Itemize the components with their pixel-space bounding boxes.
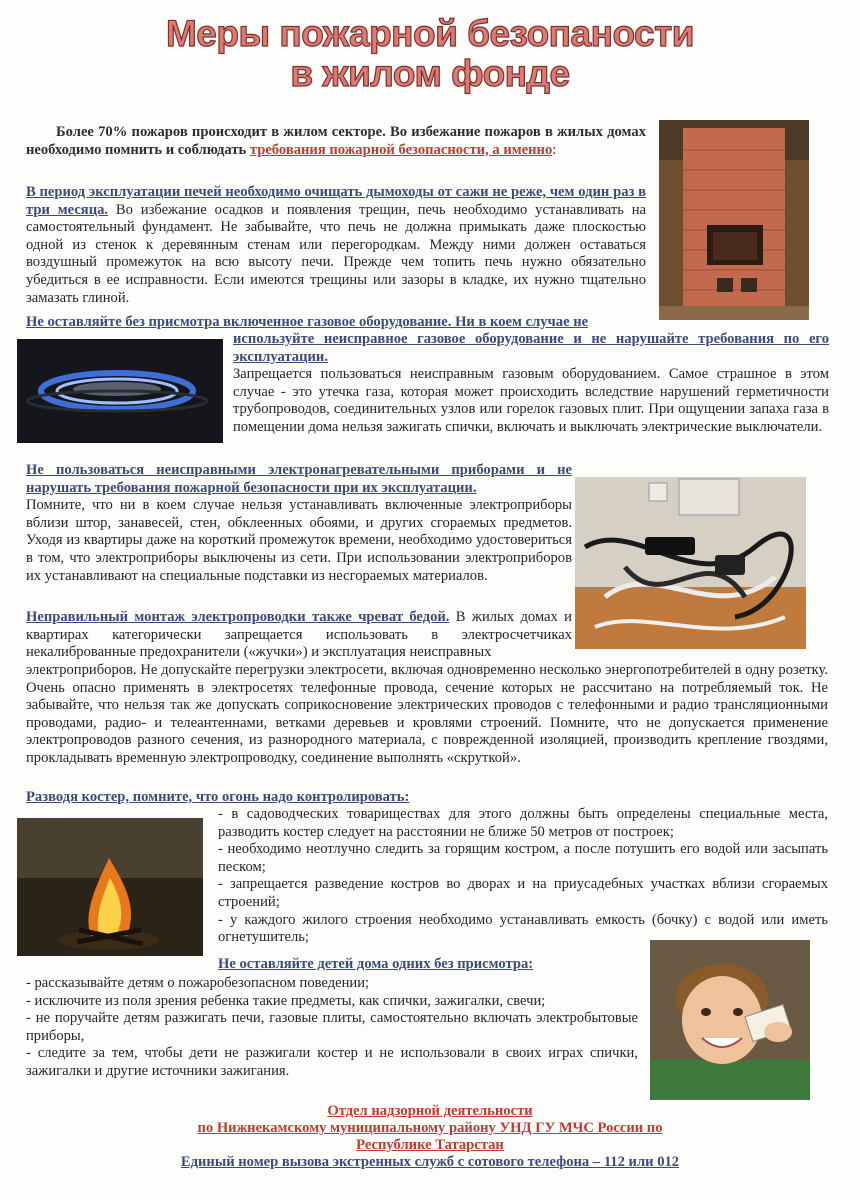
- child-image: [650, 940, 810, 1100]
- campfire-heading-line: [26, 789, 646, 807]
- electro-heading: Не пользоваться неисправными электронагревательными приборами и не нарушать требования пожарной безопасности при их эксплуатации.: [26, 462, 572, 496]
- wiring-section-top: [26, 609, 572, 662]
- children-list: [26, 975, 638, 1081]
- children-heading-line: [218, 956, 638, 974]
- intro-text: Более 70% пожаров происходит в жилом секторе. Во избежание пожаров в жилых домах необходимо помнить и соблюдать: [26, 124, 646, 158]
- campfire-list: [218, 806, 828, 947]
- campfire-photo: [17, 818, 203, 956]
- brick-stove-photo: [659, 120, 809, 320]
- electric-wires-image: [575, 477, 806, 649]
- gas-burner-image: [17, 339, 223, 443]
- intro-paragraph: [26, 124, 646, 159]
- stoves-heading: В период эксплуатации печей необходимо очищать дымоходы от сажи не реже, чем один раз в три месяца.: [26, 184, 646, 218]
- campfire-heading: Разводя костер, помните, что огонь надо контролировать:: [26, 789, 410, 805]
- footer-department: Отдел надзорной деятельности: [327, 1103, 533, 1119]
- campfire-image: [17, 818, 203, 956]
- stoves-section: [26, 184, 646, 307]
- list-item: - следите за тем, чтобы дети не разжигали костер и не использовали в своих играх спички, зажигалки и другие источники зажигания.: [26, 1045, 638, 1079]
- electro-section: [26, 462, 572, 585]
- requirements-link[interactable]: требования пожарной безопасности, а именно: [249, 141, 553, 158]
- gas-burner-photo: [17, 339, 223, 443]
- gas-section: [233, 331, 829, 437]
- footer: [0, 1103, 860, 1171]
- list-item: - у каждого жилого строения необходимо устанавливать емкость (бочку) с водой или иметь огнетушитель;: [218, 911, 828, 946]
- list-item: - в садоводческих товариществах для этого должны быть определены специальные места, разводить костер следует на расстоянии не ближе 50 метров от построек;: [218, 806, 828, 840]
- list-item: - необходимо неотлучно следить за горящим костром, а после потушить его водой или засыпать песком;: [218, 841, 828, 875]
- list-item: - запрещается разведение костров во дворах и на приусадебных участках вблизи сгораемых строений;: [218, 876, 828, 910]
- footer-emergency-number: Единый номер вызова экстренных служб с сотового телефона – 112 или 012: [180, 1154, 680, 1170]
- footer-district: по Нижнекамскому муниципальному району УНД ГУ МЧС России по: [197, 1120, 663, 1136]
- list-item: - рассказывайте детям о пожаробезопасном поведении;: [26, 975, 370, 991]
- electro-body: Помните, что ни в коем случае нельзя устанавливать включенные электроприборы вблизи штор, занавесей, стен, обклеенных обоями, и других сгораемых предметов. Уходя из квартиры даже на короткий промежуток времени, необходимо удостовериться в том, что электроприборы выключены из сети. При использовании электроприборов их устанавливают на специальные подставки из несгораемых материалов.: [26, 497, 572, 584]
- children-heading: Не оставляйте детей дома одних без присмотра:: [218, 956, 534, 972]
- gas-heading-line-1: Не оставляйте без присмотра включенное газовое оборудование. Ни в коем случае не: [26, 314, 589, 330]
- footer-republic: Республике Татарстан: [356, 1137, 504, 1153]
- stoves-body: Во избежание осадков и появления трещин, печь необходимо устанавливать на самостоятельный фундамент. Не забывайте, что печь не должна примыкать даже плоскостью одной из стенок к деревянным стенам или перегородкам. Между ними должен оставаться воздушный промежуток на всю высоту печи. Прежде чем топить печь нужно обязательно убедиться в ее исправности. Если имеются трещины или зазоры в кладке, их нужно тщательно замазать глиной.: [26, 201, 647, 306]
- gas-body: Запрещается пользоваться неисправным газовым оборудованием. Самое страшное в этом случае - это утечка газа, которая может происходить вследствие нарушений герметичности трубопроводов, соединительных узлов или горелок газовых плит. При ощущении запаха газа в помещении дома нельзя зажигать спички, включать и выключать электрические выключатели.: [233, 366, 829, 435]
- brick-stove-image: [659, 120, 809, 320]
- title-line-1: Меры пожарной безопаности: [165, 13, 694, 54]
- list-item: - исключите из поля зрения ребенка такие предметы, как спички, зажигалки, свечи;: [26, 992, 546, 1009]
- wiring-section-bottom: [26, 662, 828, 768]
- wiring-body-2: электроприборов. Не допускайте перегрузки электросети, включая одновременно несколько энергопотребителей в одну розетку. Очень опасно применять в электросетях телефонные провода, сечение которых не рассчитано на потребляемый ток. Не забывайте, что нельзя так же допускать соприкосновение электрических проводов с телефонными и радио трансляционными проводами, радио- и телеантеннами, ветками деревьев и кровлями строений. Помните, что не допускается применение электропроводов разного сечения, из разнородного материала, с поврежденной изоляцией, производить крепление гвоздями, прокладывать временную электропроводку, соединение выполнять «скруткой».: [26, 662, 828, 766]
- intro-colon: :: [552, 141, 557, 158]
- child-with-matches-photo: [650, 940, 810, 1100]
- gas-heading-line-2: используйте неисправное газовое оборудование и не нарушайте требования по его эксплуатации.: [233, 331, 829, 365]
- page-title: [0, 14, 860, 94]
- electric-wires-photo: [575, 477, 806, 649]
- wiring-heading: Неправильный монтаж электропроводки также чреват бедой.: [26, 609, 450, 625]
- wiring-body-1: В жилых домах и квартирах категорически запрещается использовать в электросчетчиках некалиброванные предохранители («жучки») и эксплуатация неисправных: [26, 609, 572, 661]
- list-item: - не поручайте детям разжигать печи, газовые плиты, самостоятельно включать электробытовые приборы,: [26, 1010, 638, 1044]
- title-line-2: в жилом фонде: [290, 53, 570, 94]
